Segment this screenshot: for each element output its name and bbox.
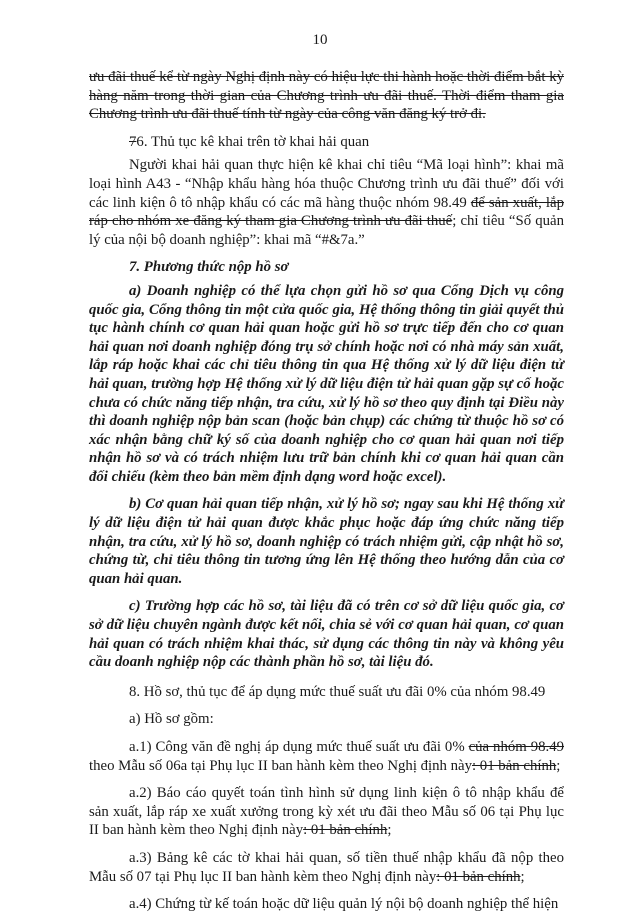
item-a1 bbox=[89, 738, 564, 775]
a1-struck-2: : 01 bản chính bbox=[472, 757, 557, 774]
a1-text-c: ; bbox=[556, 757, 561, 774]
item-text: . Thủ tục kê khai trên tờ khai hải quan bbox=[143, 133, 370, 150]
declaration-struck: để sản xuất, lắp ráp cho nhóm xe đăng ký tham gia Chương trình ưu đãi thuế bbox=[89, 194, 564, 230]
struck-number: 7 bbox=[129, 133, 137, 150]
item-number: 6 bbox=[136, 133, 144, 150]
paragraph-7b: b) Cơ quan hải quan tiếp nhận, xử lý hồ sơ; ngay sau khi Hệ thống xử lý dữ liệu điện tử hải quan được khắc phục hoặc đáp ứng chức năng tiếp nhận, tra cứu, xử lý hồ sơ, doanh nghiệp có trách nhiệm gửi, cập nhật hồ sơ, chứng từ, chỉ tiêu thông tin tương ứng lên Hệ thống theo hướng dẫn của cơ quan hải quan. bbox=[89, 496, 564, 587]
declaration-text-b: ; chỉ tiêu “Số quản lý của nội bộ doanh nghiệp”: khai mã “#&7a.” bbox=[89, 213, 564, 248]
a1-struck: của nhóm 98.49 bbox=[468, 739, 564, 755]
a1-text-b: theo Mẫu số 06a tại Phụ lục II ban hành kèm theo Nghị định này bbox=[89, 757, 472, 774]
paragraph-7a: a) Doanh nghiệp có thể lựa chọn gửi hồ sơ qua Cổng Dịch vụ công quốc gia, Cổng thông tin một cửa quốc gia, Hệ thống thông tin giải quyết thủ tục hành chính cơ quan hải quan hoặc gửi hồ sơ trực tiếp đến cho cơ quan hải quan nơi doanh nghiệp đóng trụ sở chính hoặc nơi có nhà máy sản xuất, lắp ráp hoặc khai các chỉ tiêu thông tin qua Hệ thống xử lý dữ liệu điện tử hải quan, trường hợp Hệ thống xử lý dữ liệu điện tử hải quan gặp sự cố hoặc chưa có chức năng tiếp nhận, tra cứu, xử lý hồ sơ theo quy định tại Điều này thì doanh nghiệp nộp bản scan (hoặc bản chụp) các chứng từ thuộc hồ sơ có xác nhận bằng chữ ký số của doanh nghiệp cho cơ quan hải quan nơi tiếp nhận hồ sơ và có trách nhiệm lưu trữ bản chính khi cơ quan hải quan cần đối chiếu (kèm theo bản mềm định dạng word hoặc excel). bbox=[89, 282, 564, 485]
a1-text: a.1) Công văn đề nghị áp dụng mức thuế suất ưu đãi 0% bbox=[129, 739, 469, 755]
item-a4: a.4) Chứng từ kế toán hoặc dữ liệu quản lý nội bộ doanh nghiệp thể hiện bbox=[129, 896, 559, 913]
page-number: 10 bbox=[312, 32, 328, 48]
paragraph-declaration bbox=[89, 156, 564, 249]
a3-text: a.3) Bảng kê các tờ khai hải quan, số tiền thuế nhập khẩu đã nộp theo Mẫu số 07 tại Phụ lục II ban hành kèm theo Nghị định này bbox=[89, 849, 564, 885]
struck-text: ưu đãi thuế kể từ ngày Nghị định này có hiệu lực thi hành hoặc thời điểm bắt kỳ hàng năm trong thời gian của Chương trình ưu đãi thuế. Thời điểm tham gia Chương trình ưu đãi thuế tính từ ngày của công văn đăng ký trở đi. bbox=[89, 69, 564, 123]
item-a3 bbox=[89, 849, 564, 886]
a3-struck: : 01 bản chính bbox=[436, 868, 521, 885]
heading-7: 7. Phương thức nộp hồ sơ bbox=[129, 259, 289, 276]
a2-text: a.2) Báo cáo quyết toán tình hình sử dụng linh kiện ô tô nhập khẩu để sản xuất, lắp ráp xe xuất xưởng trong kỳ xét ưu đãi theo Mẫu số 06 tại Phụ lục II ban hành kèm theo Nghị định này bbox=[89, 785, 564, 839]
paragraph-7c: c) Trường hợp các hồ sơ, tài liệu đã có trên cơ sở dữ liệu quốc gia, cơ sở dữ liệu chuyên ngành được kết nối, chia sẻ với cơ quan hải quan, cơ quan hải quan có trách nhiệm khai thác, sử dụng các thông tin này và không yêu cầu doanh nghiệp nộp các thành phần hồ sơ, tài liệu đó. bbox=[89, 598, 564, 671]
item-a2 bbox=[89, 784, 564, 840]
a2-text-b: ; bbox=[387, 822, 392, 839]
a2-struck: : 01 bản chính bbox=[303, 822, 388, 839]
item-6-heading bbox=[89, 133, 564, 152]
item-8a: a) Hồ sơ gồm: bbox=[129, 711, 214, 728]
page-body bbox=[89, 68, 564, 923]
item-8-heading: 8. Hồ sơ, thủ tục để áp dụng mức thuế suất ưu đãi 0% của nhóm 98.49 bbox=[129, 683, 546, 700]
a3-text-b: ; bbox=[520, 868, 525, 885]
declaration-text-a: Người khai hải quan thực hiện kê khai chỉ tiêu “Mã loại hình”: khai mã loại hình A43 - “Nhập khẩu hàng hóa thuộc Chương trình ưu đãi thuế” đối với các linh kiện ô tô nhập khẩu có các mã hàng thuộc nhóm 98.49 bbox=[89, 157, 564, 211]
paragraph-intro-struck bbox=[89, 68, 564, 124]
